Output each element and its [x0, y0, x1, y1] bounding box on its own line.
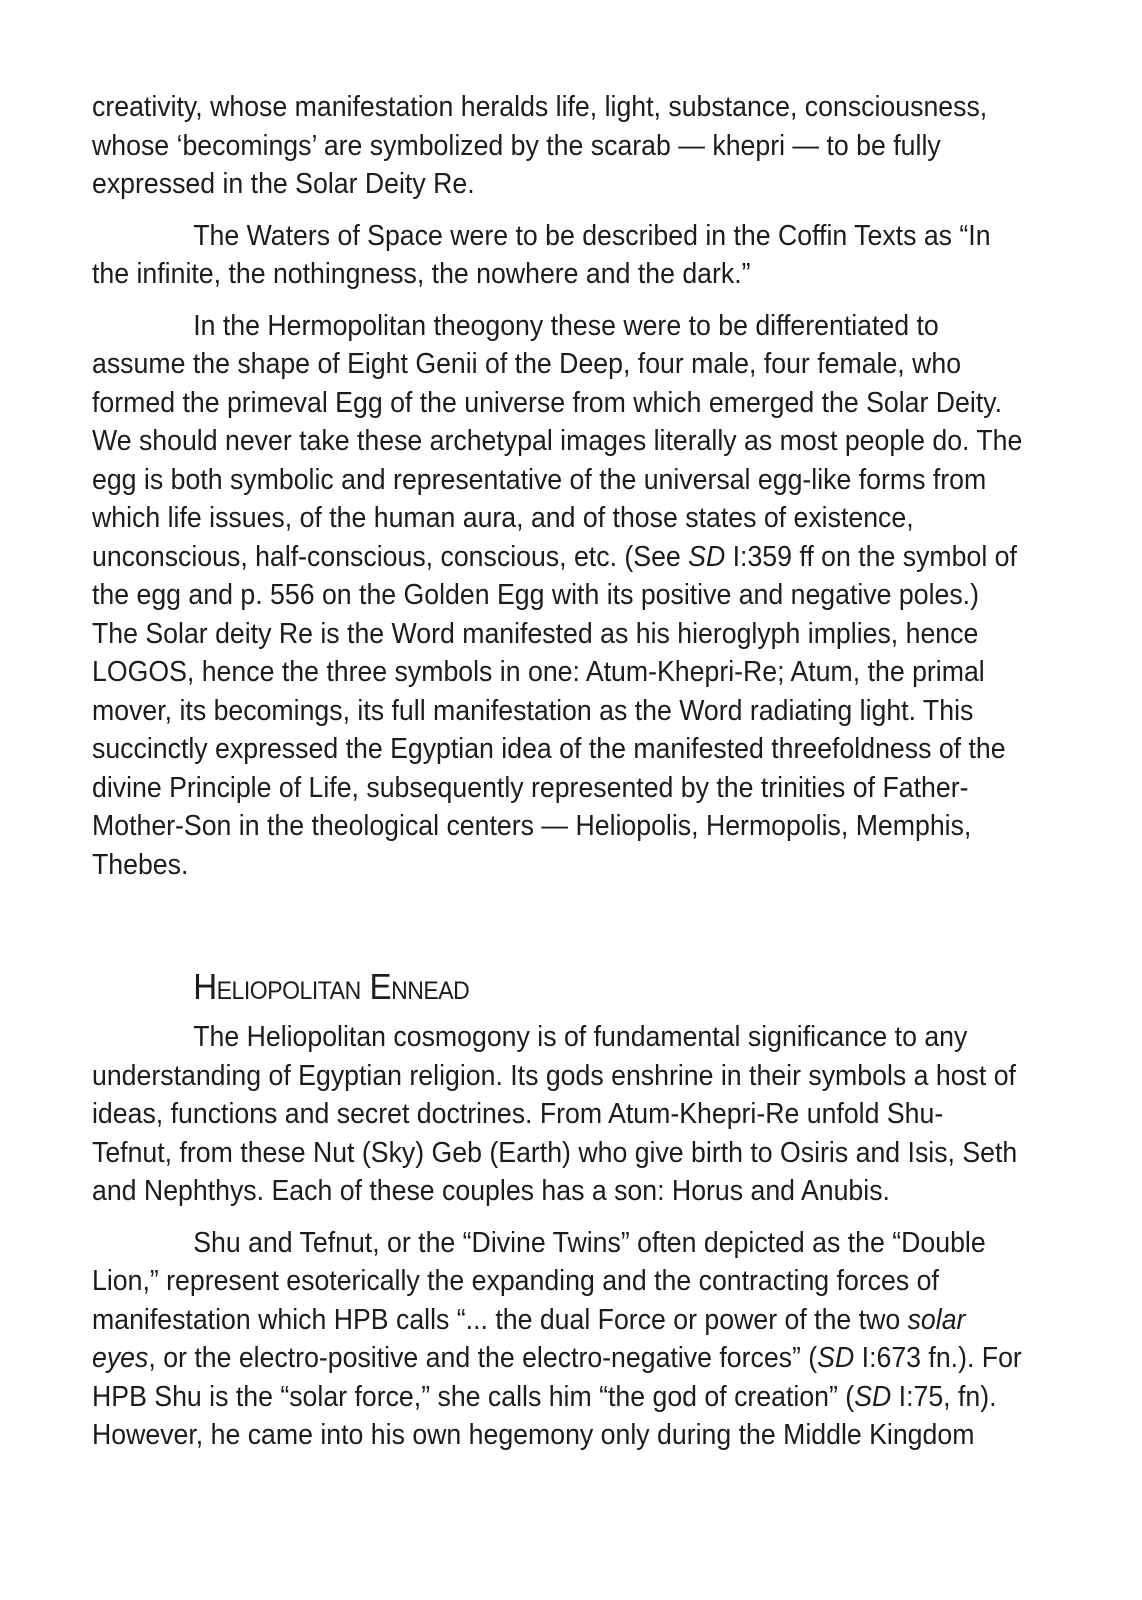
text-line — [92, 1378, 1062, 1417]
text-line — [92, 165, 1062, 204]
text-run: and Nephthys. Each of these couples has a son: Horus and Anubis. — [92, 1175, 890, 1207]
text-run: manifestation which HPB calls “... the dual Force or power of the two — [92, 1303, 908, 1336]
text-run: ideas, functions and secret doctrines. From Atum-Khepri-Re unfold Shu- — [92, 1098, 944, 1130]
text-run: whose ‘becomings’ are symbolized by the scarab — khepri — to be fully — [92, 129, 941, 162]
text-line — [92, 255, 1062, 294]
text-run: unconscious, half-conscious, conscious, etc. (See — [92, 540, 689, 573]
text-line — [92, 653, 1062, 692]
paragraph — [92, 88, 1062, 204]
text-run: Tefnut, from these Nut (Sky) Geb (Earth) who give birth to Osiris and Isis, Seth — [92, 1136, 1018, 1169]
italic-text: solar — [907, 1303, 966, 1336]
text-run: However, he came into his own hegemony only during the Middle Kingdom — [92, 1419, 975, 1451]
text-run: Mother-Son in the theological centers — Heliopolis, Hermopolis, Memphis, — [92, 810, 972, 842]
text-line — [92, 769, 1062, 808]
text-run: Shu and Tefnut, or the “Divine Twins” often depicted as the “Double — [193, 1226, 986, 1259]
text-line — [92, 576, 1062, 615]
text-run: The Waters of Space were to be described in the Coffin Texts as “In — [193, 219, 991, 252]
text-run: The Solar deity Re is the Word manifested as his hieroglyph implies, hence — [92, 617, 979, 650]
text-line — [92, 1095, 1062, 1134]
text-run: In the Hermopolitan theogony these were to be differentiated to — [193, 309, 939, 342]
text-line — [92, 1416, 1062, 1455]
text-run: I:359 ff on the symbol of — [725, 540, 1017, 573]
text-run: assume the shape of Eight Genii of the Deep, four male, four female, who — [92, 348, 962, 380]
text-line — [92, 730, 1062, 769]
text-block-after-heading — [92, 1018, 1062, 1455]
italic-text: SD — [854, 1380, 892, 1413]
text-run: We should never take these archetypal images literally as most people do. The — [92, 425, 1023, 457]
text-line — [92, 846, 1062, 885]
text-line — [92, 615, 1062, 654]
text-line — [92, 1172, 1062, 1211]
text-line — [92, 127, 1062, 166]
text-run: understanding of Egyptian religion. Its gods enshrine in their symbols a host of — [92, 1059, 1016, 1092]
text-run: succinctly expressed the Egyptian idea of the manifested threefoldness of the — [92, 733, 1006, 765]
text-run: the egg and p. 556 on the Golden Egg with its positive and negative poles.) — [92, 579, 979, 611]
text-line — [92, 538, 1062, 577]
text-run: I:673 fn.). For — [854, 1342, 1022, 1374]
text-line — [92, 422, 1062, 461]
text-line — [92, 384, 1062, 423]
italic-text: eyes — [92, 1342, 149, 1374]
text-run: egg is both symbolic and representative of the universal egg-like forms from — [92, 463, 987, 496]
text-run: The Heliopolitan cosmogony is of fundamental significance to any — [193, 1021, 968, 1053]
text-line — [92, 692, 1062, 731]
text-line — [92, 1262, 1062, 1301]
text-line — [92, 461, 1062, 500]
text-line — [92, 1018, 1062, 1057]
text-line — [92, 1301, 1062, 1340]
text-run: Lion,” represent esoterically the expanding and the contracting forces of — [92, 1265, 939, 1297]
italic-text: SD — [817, 1342, 855, 1374]
text-run: I:75, fn). — [891, 1380, 997, 1413]
text-line — [92, 499, 1062, 538]
text-block-before-heading — [92, 88, 1062, 884]
paragraph — [92, 307, 1062, 885]
text-line — [92, 88, 1062, 127]
section-heading: Heliopolitan Ennead — [193, 966, 470, 1007]
text-run: creativity, whose manifestation heralds life, light, substance, consciousness, — [92, 91, 988, 123]
text-run: expressed in the Solar Deity Re. — [92, 168, 475, 200]
text-run: Thebes. — [92, 848, 189, 881]
text-line — [92, 1339, 1062, 1378]
text-line — [92, 345, 1062, 384]
text-line — [92, 807, 1062, 846]
paragraph — [92, 1224, 1062, 1455]
text-run: which life issues, of the human aura, and of those states of existence, — [92, 502, 914, 534]
paragraph — [92, 217, 1062, 294]
text-run: HPB Shu is the “solar force,” she calls him “the god of creation” ( — [92, 1380, 855, 1413]
text-run: mover, its becomings, its full manifestation as the Word radiating light. This — [92, 694, 974, 727]
text-line — [92, 1224, 1062, 1263]
document-page — [92, 88, 1062, 1468]
text-line — [92, 1057, 1062, 1096]
text-run: the infinite, the nothingness, the nowhere and the dark.” — [92, 258, 751, 290]
text-line — [92, 307, 1062, 346]
text-run: , or the electro-positive and the electro-negative forces” ( — [148, 1342, 818, 1374]
text-line — [92, 1134, 1062, 1173]
paragraph — [92, 1018, 1062, 1211]
text-run: LOGOS, hence the three symbols in one: Atum-Khepri-Re; Atum, the primal — [92, 656, 985, 688]
italic-text: SD — [688, 540, 726, 573]
text-line — [92, 217, 1062, 256]
text-run: divine Principle of Life, subsequently represented by the trinities of Father- — [92, 771, 969, 804]
text-run: formed the primeval Egg of the universe from which emerged the Solar Deity. — [92, 386, 1003, 419]
